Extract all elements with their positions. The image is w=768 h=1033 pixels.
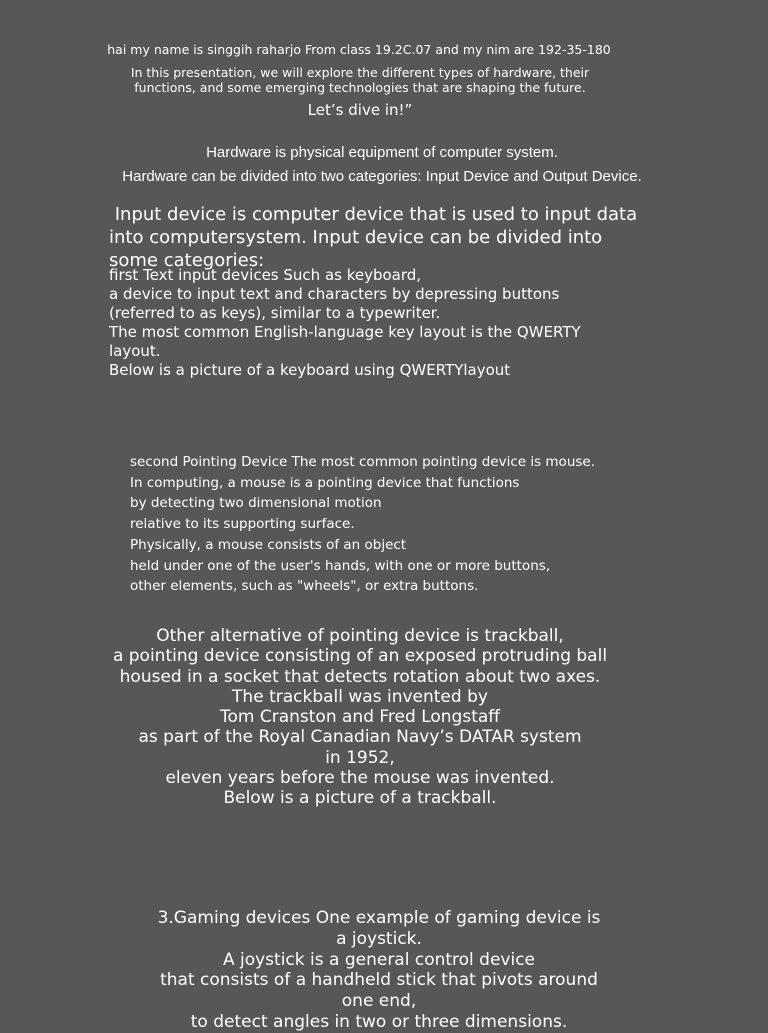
gaming-device-line: a joystick. — [336, 928, 422, 949]
intro-line: hai my name is singgih raharjo From class 19.2C.07 and my nim are 192-35-180 — [107, 42, 611, 57]
gaming-device-line: one end, — [341, 991, 417, 1012]
trackball-line: The trackball was invented by — [232, 686, 488, 707]
pointing-device-line: In computing, a mouse is a pointing device that functions — [130, 474, 520, 491]
gaming-device-line: A joystick is a general control device — [222, 949, 536, 970]
text-input-line: first Text input devices Such as keyboard, — [109, 266, 422, 284]
explore-line: In this presentation, we will explore the different types of hardware, their — [130, 65, 590, 80]
trackball-line: Tom Cranston and Fred Longstaff — [219, 707, 500, 728]
gaming-device-paragraph — [0, 908, 758, 1033]
trackball-line: as part of the Royal Canadian Navy’s DATAR system — [138, 727, 582, 748]
input-device-line: into computersystem. Input device can be divided into — [109, 227, 603, 248]
intro-text — [0, 42, 718, 57]
pointing-device-paragraph — [130, 452, 730, 597]
trackball-line: in 1952, — [325, 747, 395, 768]
input-device-line: some categories: — [109, 250, 265, 271]
pointing-device-line: by detecting two dimensional motion — [130, 495, 382, 512]
pointing-device-line: second Pointing Device The most common pointing device is mouse. — [130, 454, 596, 470]
hardware-categories — [0, 168, 764, 186]
gaming-device-line: to detect angles in two or three dimensions. — [190, 1011, 568, 1032]
text-input-line: Below is a picture of a keyboard using QWERTYlayout — [109, 361, 511, 379]
dive-in-text — [0, 100, 720, 120]
text-input-line: a device to input text and characters by depressing buttons — [109, 285, 560, 303]
dive-in-line: Let’s dive in!” — [307, 101, 413, 119]
pointing-device-line: Physically, a mouse consists of an object — [130, 536, 407, 553]
text-input-line: (referred to as keys), similar to a typewriter. — [109, 304, 441, 322]
trackball-line: Below is a picture of a trackball. — [223, 788, 497, 809]
gaming-device-line: that consists of a handheld stick that pivots around — [160, 970, 598, 991]
explore-line: functions, and some emerging technologies that are shaping the future. — [134, 80, 586, 95]
trackball-line: housed in a socket that detects rotation about two axes. — [119, 666, 601, 687]
trackball-line: Other alternative of pointing device is trackball, — [156, 626, 564, 646]
text-input-line: The most common English-language key layout is the QWERTY — [109, 323, 581, 341]
text-input-paragraph — [109, 266, 709, 380]
gaming-device-line: 3.Gaming devices One example of gaming device is — [157, 908, 601, 928]
trackball-paragraph — [0, 626, 720, 809]
hardware-categories-line: Hardware can be divided into two categories: Input Device and Output Device. — [122, 168, 642, 185]
pointing-device-line: held under one of the user's hands, with one or more buttons, — [130, 557, 551, 574]
trackball-line: eleven years before the mouse was invented. — [165, 768, 555, 789]
hardware-definition-line: Hardware is physical equipment of computer system. — [206, 144, 558, 161]
input-device-paragraph — [109, 203, 749, 272]
input-device-line: Input device is computer device that is used to input data — [109, 204, 638, 225]
pointing-device-line: relative to its supporting surface. — [130, 516, 355, 533]
trackball-line: a pointing device consisting of an exposed protruding ball — [112, 646, 608, 667]
hardware-definition — [0, 144, 764, 162]
explore-text — [0, 65, 720, 95]
pointing-device-line: other elements, such as "wheels", or extra buttons. — [130, 578, 479, 595]
text-input-line: layout. — [109, 342, 161, 360]
